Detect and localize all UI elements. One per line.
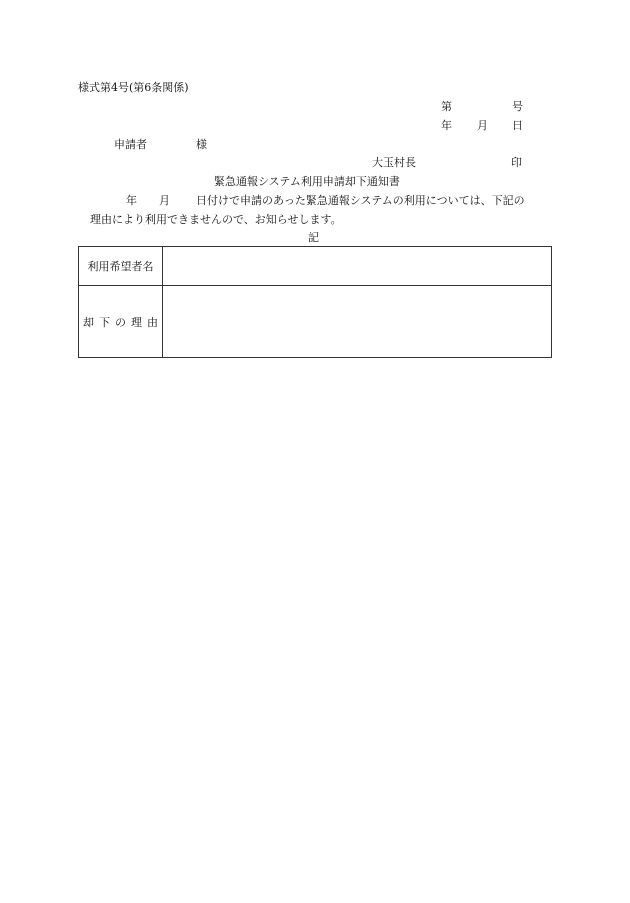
document-title: 緊急通報システム利用申請却下通知書: [214, 175, 400, 188]
body-year-label: 年: [126, 194, 137, 207]
applicant-name-value: [163, 247, 552, 286]
date-year-label: 年: [441, 119, 452, 132]
rejection-reason-value: [163, 286, 552, 358]
form-number-label: 様式第4号(第6条関係): [78, 81, 189, 94]
table-row-applicant-name: [79, 247, 552, 286]
document-number-prefix: 第: [441, 100, 452, 113]
applicant-name-header-text: 利用希望者名: [87, 260, 154, 273]
rejection-reason-header-text: 却下の理由: [83, 315, 163, 329]
table-row-rejection-reason: [79, 286, 552, 358]
applicant-honorific: 様: [196, 138, 207, 151]
body-month-label: 月: [159, 194, 170, 207]
body-text-line2: 理由により利用できませんので、お知らせします。: [90, 213, 342, 226]
seal-mark: 印: [511, 156, 522, 169]
record-heading: 記: [308, 231, 319, 244]
body-text-line1: 日付けで申請のあった緊急通報システムの利用については、下記の: [196, 194, 525, 207]
sender-title: 大玉村長: [372, 156, 416, 169]
detail-table: [78, 246, 552, 358]
applicant-label: 申請者: [114, 138, 147, 151]
rejection-reason-header: [79, 286, 163, 358]
applicant-name-header: [79, 247, 163, 286]
document-number-suffix: 号: [512, 100, 523, 113]
date-month-label: 月: [477, 119, 488, 132]
date-day-label: 日: [512, 119, 523, 132]
